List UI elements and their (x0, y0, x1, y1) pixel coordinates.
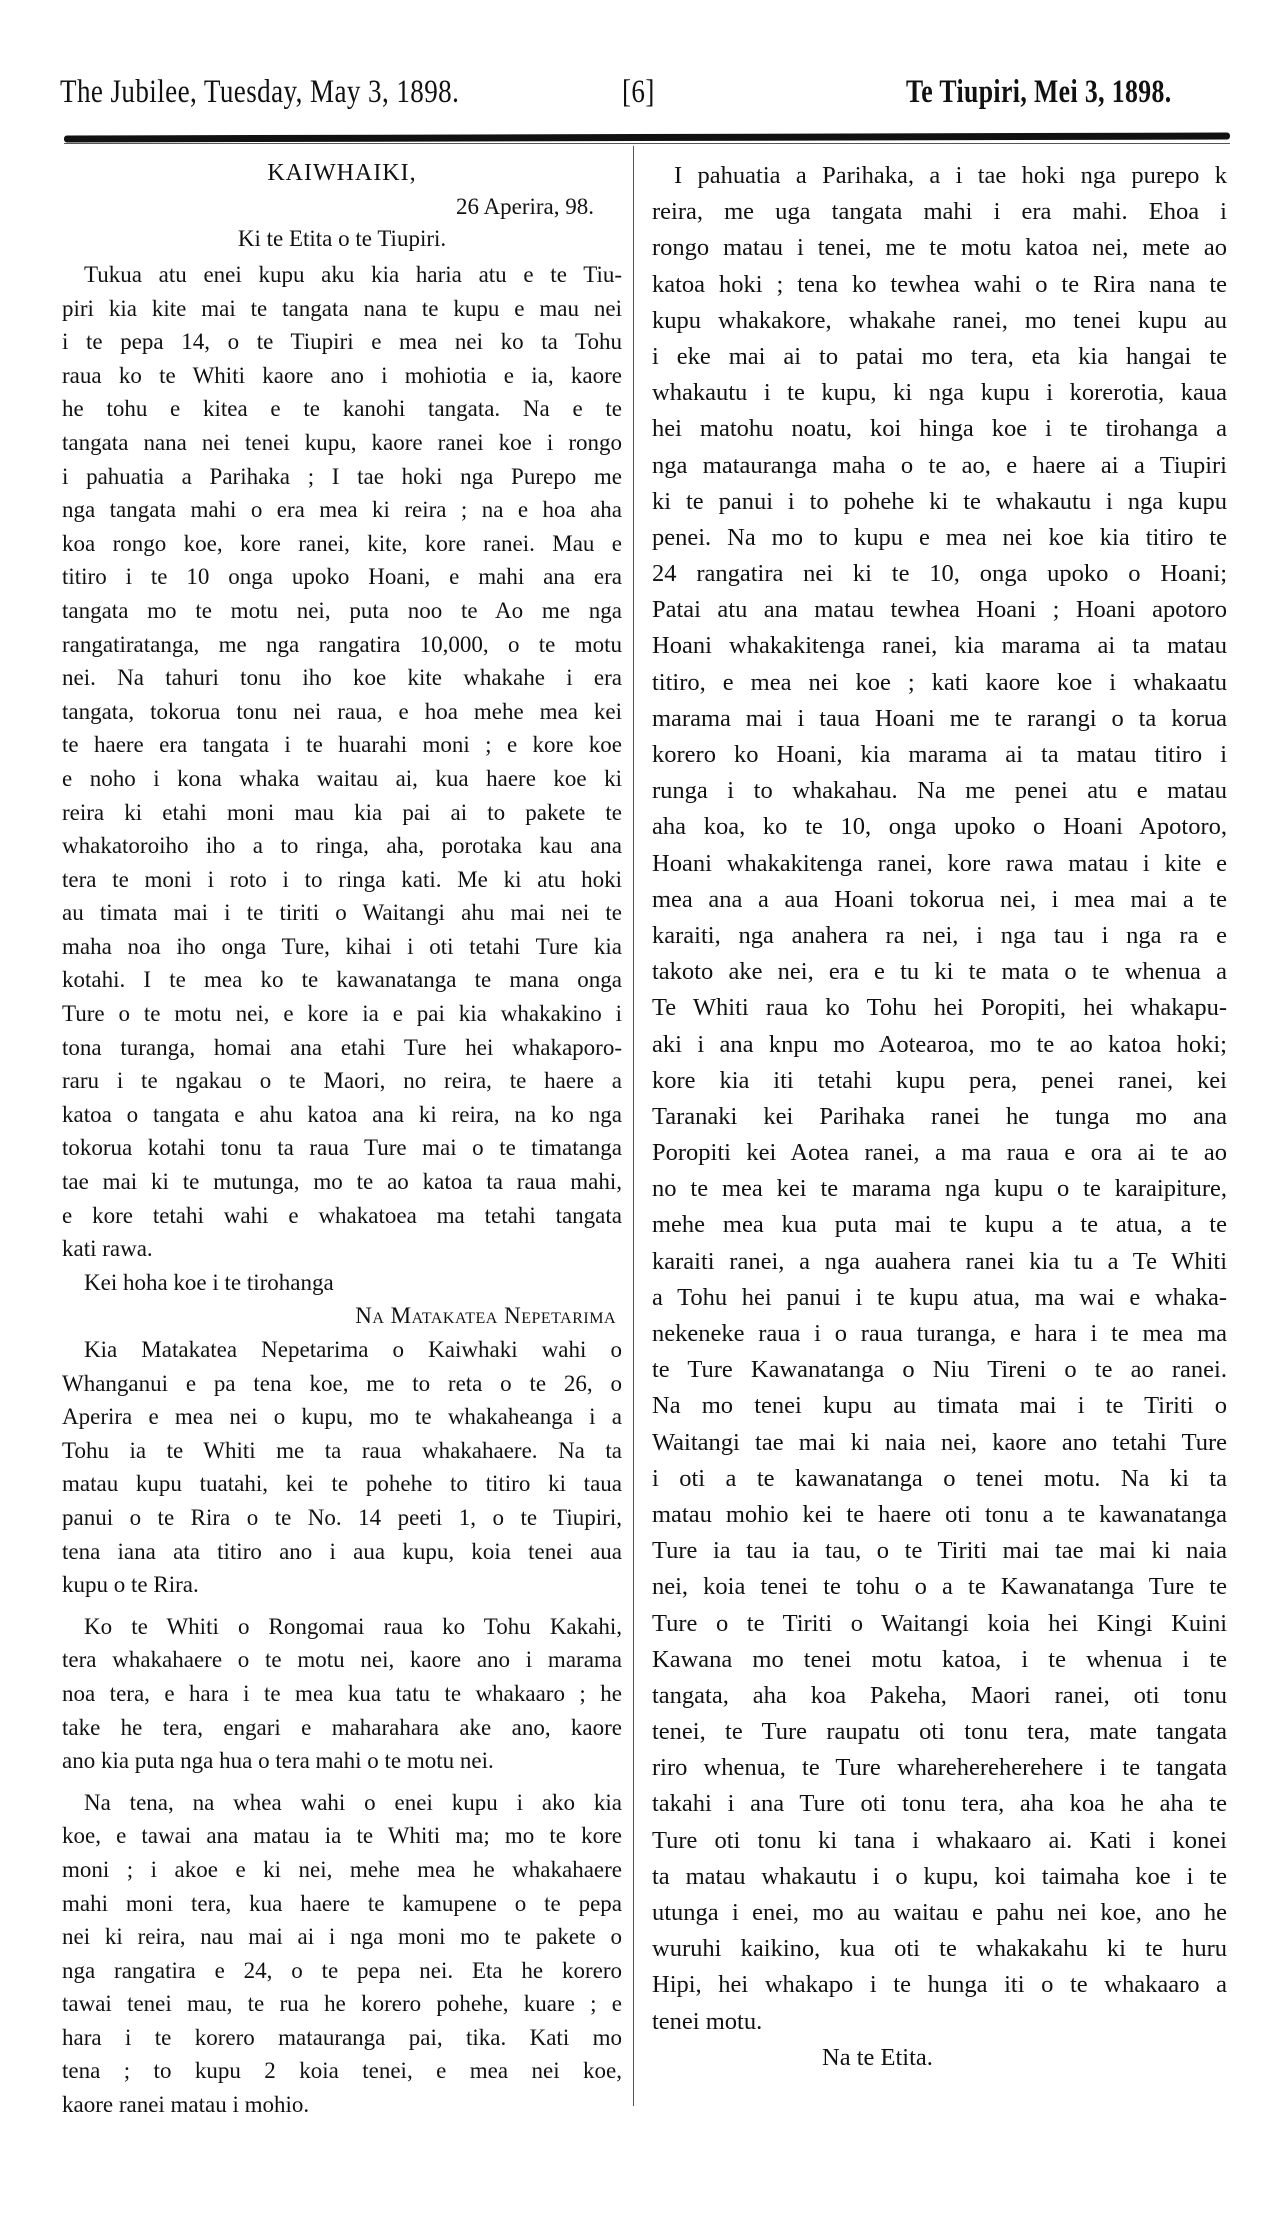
text-line: panui o te Rira o te No. 14 peeti 1, o te Tiupiri, (62, 1504, 622, 1530)
text-line: Kia Matakatea Nepetarima o Kaiwhaki wahi o (84, 1337, 622, 1362)
text-line: 24 rangatira nei ki te 10, onga upoko o Hoani; (652, 560, 1227, 588)
text-line: rongo matau i tenei, me te motu katoa nei, mete ao (652, 234, 1227, 262)
text-line: nga matauranga maha o te ao, e haere ai a Tiupiri (652, 451, 1227, 479)
text-line: titiro i te 10 onga upoko Hoani, e mahi ana era (62, 564, 622, 590)
text-line: Tohu ia te Whiti me ta raua whakahaere. Na ta (62, 1437, 622, 1463)
page-number: [6] (622, 74, 655, 110)
masthead-rule-thin (64, 143, 1230, 144)
text-line: utunga i enei, mo au waitau e pahu nei koe, ano he (652, 1899, 1227, 1926)
text-line: te Ture Kawanatanga o Niu Tireni o te ao ranei. (652, 1356, 1227, 1384)
text-line: ano kia puta nga hua o tera mahi o te motu nei. (62, 1748, 494, 1774)
letter-closing: Kei hoha koe i te tirohanga (84, 1269, 334, 1295)
paragraph (62, 258, 622, 1266)
letter-heading: KAIWHAIKI, (267, 160, 417, 186)
letter-signature: Na Matakatea Nepetarima (355, 1303, 616, 1329)
masthead-maori-date: Te Tiupiri, Mei 3, 1898. (906, 74, 1172, 110)
text-line: Na mo tenei kupu au timata mai i te Tiriti o (652, 1392, 1227, 1420)
text-line: riro whenua, te Ture wharehereherehere i te tangata (652, 1754, 1227, 1782)
text-line: reira, me uga tangata mahi i era mahi. Ehoa i (652, 198, 1227, 226)
paragraph (652, 158, 1227, 2040)
text-line: hei matohu noatu, koi hinga koe i te tirohanga a (652, 415, 1227, 443)
text-line: penei. Na mo to kupu e mea nei koe kia titiro te (652, 523, 1227, 551)
text-line: karaiti, nga anahera ra nei, i nga tau i nga ra e (652, 921, 1227, 949)
paragraph (62, 1610, 622, 1778)
text-line: whakautu i te kupu, ki nga kupu i korerotia, kaua (652, 379, 1227, 407)
text-line: nei, koia tenei te tohu o a te Kawanatanga Ture te (652, 1573, 1227, 1601)
text-line: nei. Na tahuri tonu iho koe kite whakahe i era (62, 665, 622, 691)
text-line: Hoani whakakitenga ranei, kia marama ai ta matau (652, 632, 1227, 660)
text-line: Waitangi tae mai ki naia nei, kaore ano tetahi Ture (652, 1428, 1227, 1456)
text-line: he tohu e kitea e te kanohi tangata. Na e te (62, 396, 622, 422)
text-line: nei ki reira, nau mai ai i nga moni mo te pakete o (62, 1924, 622, 1950)
text-line: Aperira e mea nei o kupu, mo te whakaheanga i a (62, 1404, 622, 1430)
text-line: tangata nana nei tenei kupu, kaore ranei koe i rongo (62, 429, 622, 455)
text-line: ta matau whakautu i o kupu, koi taimaha koe i te (652, 1862, 1227, 1890)
text-line: nga rangatira e 24, o te pepa nei. Eta he korero (62, 1957, 622, 1983)
text-line: kati rawa. (62, 1236, 153, 1262)
text-line: tena ; to kupu 2 koia tenei, e mea nei koe, (62, 2058, 622, 2084)
text-line: I pahuatia a Parihaka, a i tae hoki nga purepo k (674, 162, 1227, 189)
text-line: tangata, aha koa Pakeha, Maori ranei, oti tonu (652, 1681, 1227, 1709)
paragraph (62, 1333, 622, 1602)
text-line: katoa o tangata e ahu katoa ana ki reira, na ko nga (62, 1101, 622, 1127)
text-line: i oti a te kawanatanga o tenei motu. Na ki ta (652, 1464, 1227, 1492)
text-line: moni ; i akoe e ki nei, mehe mea he whakahaere (62, 1856, 622, 1882)
text-line: kupu o te Rira. (62, 1572, 199, 1598)
text-line: reira ki etahi moni mau kia pai ai to pakete te (62, 799, 622, 825)
text-line: takahi i ana Ture oti tonu tera, aha koa he aha te (652, 1790, 1227, 1818)
text-line: tona turanga, homai ana etahi Ture hei whakaporo- (62, 1034, 622, 1060)
paragraph (62, 1786, 622, 2122)
text-line: mea ana a aua Hoani tokorua nei, i mea mai a te (652, 885, 1227, 913)
text-line: a Tohu hei panui i te kupu atua, ma wai e whaka- (652, 1283, 1227, 1311)
text-line: Patai atu ana matau tewhea Hoani ; Hoani apotoro (652, 596, 1227, 624)
text-line: katoa hoki ; tena ko tewhea wahi o te Rira nana te (652, 270, 1227, 298)
text-line: mehe mea kua puta mai te kupu a te atua, a te (652, 1211, 1227, 1239)
text-line: Te Whiti raua ko Tohu hei Poropiti, hei whakapu- (652, 994, 1227, 1022)
text-line: Hoani whakakitenga ranei, kore rawa matau i kite e (652, 849, 1227, 877)
masthead-english-date: The Jubilee, Tuesday, May 3, 1898. (60, 74, 460, 110)
text-line: tawai tenei mau, te rua he korero pohehe, kuare ; e (62, 1991, 622, 2017)
text-line: hara i te korero matauranga pai, tika. Kati mo (62, 2024, 622, 2050)
text-line: tera whakahaere o te motu nei, kaore ano i marama (62, 1647, 622, 1673)
text-line: e noho i kona whaka waitau ai, kua haere koe ki (62, 765, 622, 791)
text-line: take he tera, engari e maharahara ake ano, kaore (62, 1714, 622, 1740)
text-line: matau mohio kei te haere oti tonu a te kawanatanga (652, 1500, 1227, 1528)
editor-reply-body (62, 1333, 622, 2122)
editor-reply-continued (652, 158, 1227, 2040)
text-line: Ko te Whiti o Rongomai raua ko Tohu Kakahi, (84, 1613, 622, 1639)
text-line: tera te moni i roto i to ringa kati. Me ki atu hoki (62, 866, 622, 892)
text-line: Taranaki kei Parihaka ranei he tunga mo ana (652, 1102, 1227, 1130)
text-line: i pahuatia a Parihaka ; I tae hoki nga Purepo me (62, 463, 622, 489)
text-line: matau kupu tuatahi, kei te pohehe to titiro ki taua (62, 1471, 622, 1497)
text-line: Na tena, na whea wahi o enei kupu i ako kia (84, 1789, 622, 1815)
text-line: tae mai ki te mutunga, mo te ao katoa ta raua mahi, (62, 1169, 622, 1195)
text-line: maha noa iho onga Ture, kihai i oti tetahi Ture kia (62, 933, 622, 959)
text-line: takoto ake nei, era e tu ki te mata o te whenua a (652, 958, 1227, 986)
text-line: tangata, tokorua tonu nei raua, e hoa mehe mea kei (62, 698, 622, 724)
column-divider (633, 146, 634, 2106)
text-line: Ture o te Tiriti o Waitangi koia hei Kingi Kuini (652, 1609, 1227, 1637)
masthead-rule (64, 132, 1230, 142)
text-line: whakatoroiho iho a to ringa, aha, porotaka kau ana (62, 833, 622, 859)
text-line: noa tera, e hara i te mea kua tatu te whakaaro ; he (62, 1680, 622, 1706)
text-line: i eke mai ai to patai mo tera, eta kia hangai te (652, 342, 1227, 370)
text-line: wuruhi kaikino, kua oti te whakakahu ki te huru (652, 1935, 1227, 1963)
text-line: kore kia iti tetahi kupu pera, penei ranei, kei (652, 1066, 1227, 1094)
text-line: aha koa, ko te 10, onga upoko o Hoani Apotoro, (652, 813, 1227, 841)
text-line: aki i ana knpu mo Aotearoa, mo te ao katoa hoki; (652, 1030, 1227, 1058)
text-line: titiro, e mea nei koe ; kati kaore koe i whakaatu (652, 668, 1227, 696)
text-line: i te pepa 14, o te Tiupiri e mea nei ko ta Tohu (62, 329, 622, 355)
text-line: mahi moni tera, kua haere te kamupene o te pepa (62, 1890, 622, 1916)
text-line: tokorua kotahi tonu ta raua Ture mai o te timatanga (62, 1135, 622, 1161)
text-line: Ture o te motu nei, e kore ia e pai kia whakakino i (62, 1001, 622, 1027)
text-line: au timata mai i te tiriti o Waitangi ahu mai nei te (62, 900, 622, 926)
text-line: koe, e tawai ana matau ia te Whiti ma; mo te kore (62, 1823, 622, 1849)
text-line: e kore tetahi wahi e whakatoea ma tetahi tangata (62, 1202, 622, 1228)
text-line: Poropiti kei Aotea ranei, a ma raua e ora ai te ao (652, 1139, 1227, 1167)
text-line: nga tangata mahi o era mea ki reira ; na e hoa aha (62, 497, 622, 523)
text-line: Kawana mo tenei motu katoa, i te whenua i te (652, 1645, 1227, 1673)
text-line: korero ko Hoani, kia marama ai ta matau titiro i (652, 741, 1227, 768)
text-line: Hipi, hei whakapo i te hunga iti o te whakaaro a (652, 1971, 1227, 1999)
right-column (652, 158, 1227, 2076)
text-line: piri kia kite mai te tangata nana te kupu e mau nei (62, 295, 622, 321)
text-line: runga i to whakahau. Na me penei atu e matau (652, 777, 1227, 805)
text-line: Tukua atu enei kupu aku kia haria atu e te Tiu- (84, 262, 622, 287)
text-line: kaore ranei matau i mohio. (62, 2092, 310, 2118)
letter-salutation: Ki te Etita o te Tiupiri. (237, 226, 447, 251)
text-line: marama mai i taua Hoani me te rarangi o ta korua (652, 704, 1227, 732)
text-line: rangatiratanga, me nga rangatira 10,000, o te motu (62, 631, 622, 657)
text-line: nekeneke raua i o raua turanga, e hara i te mea ma (652, 1320, 1227, 1347)
text-line: kupu whakakore, whakahe ranei, mo tenei kupu au (652, 306, 1227, 334)
text-line: te haere era tangata i te huarahi moni ; e kore koe (62, 732, 622, 758)
text-line: koa rongo koe, kore ranei, kite, kore ranei. Mau e (62, 530, 622, 556)
text-line: tenei motu. (652, 2007, 763, 2035)
text-line: tena iana ata titiro ano i aua kupu, koia tenei aua (62, 1538, 622, 1564)
text-line: ki te panui i to pohehe ki te whakautu i nga kupu (652, 487, 1227, 515)
letter-body (62, 258, 622, 1266)
text-line: tenei, te Ture raupatu oti tonu tera, mate tangata (652, 1718, 1227, 1746)
left-column (62, 160, 622, 2122)
text-line: no te mea kei te marama nga kupu o te karaipiture, (652, 1175, 1227, 1203)
text-line: tangata mo te motu nei, puta noo te Ao me nga (62, 597, 622, 623)
text-line: kotahi. I te mea ko te kawanatanga te mana onga (62, 967, 622, 993)
text-line: Ture ia tau ia tau, o te Tiriti mai tae mai ki naia (652, 1537, 1227, 1565)
letter-date: 26 Aperira, 98. (456, 194, 594, 219)
text-line: Whanganui e pa tena koe, me to reta o te 26, o (62, 1370, 622, 1396)
text-line: raru i te ngakau o te Maori, no reira, te haere a (62, 1068, 622, 1094)
text-line: karaiti ranei, a nga auahera ranei kia tu a Te Whiti (652, 1247, 1227, 1275)
text-line: Ture oti tonu ki tana i whakaaro ai. Kati i konei (652, 1826, 1227, 1854)
text-line: raua ko te Whiti kaore ano i mohiotia e ia, kaore (62, 362, 622, 388)
editor-sign-off: Na te Etita. (822, 2043, 933, 2071)
